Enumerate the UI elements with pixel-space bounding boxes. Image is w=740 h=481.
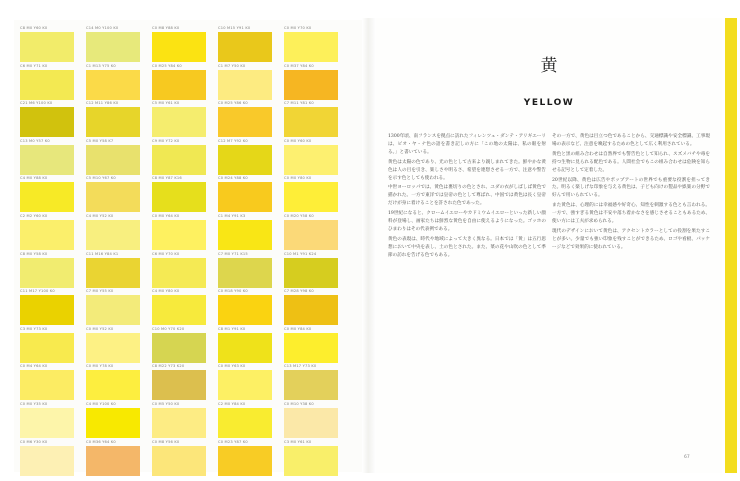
swatch-color [218,370,272,400]
swatch-code: C0 M20 Y58 K0 [284,214,314,218]
swatch-code: C2 M0 Y84 K0 [218,402,246,406]
book-gutter [362,18,376,473]
swatch-color [86,446,140,476]
text-page [376,18,722,473]
swatch-color [86,295,140,325]
swatch-code: C0 M18 Y90 K0 [218,289,248,294]
swatch-color [152,333,206,363]
swatch-color [218,295,272,325]
text-column-left [388,133,546,478]
swatch-code: C7 M11 Y81 K0 [284,101,314,106]
swatch-color [218,446,272,476]
paragraph: 中世ヨーロッパでは、黄色は裏切りの色とされ、ユダの衣がしばしば黄色で描かれた。一方で東洋では皇帝の色として尊ばれ、中国では黄色は長く皇帝だけが身に着けることを許された色であった。 [388,185,546,207]
swatch-code: C10 M1 Y91 K24 [284,251,317,256]
swatch-code: C21 M6 Y100 K0 [20,101,53,106]
page-title-english: YELLOW [523,98,575,108]
swatch-code: C0 M0 Y64 K0 [152,214,180,218]
swatch-color [218,333,272,363]
swatch-code: C6 M0 Y70 K0 [152,251,180,256]
swatch-code: C1 M4 Y91 K3 [218,214,246,218]
swatch-code: C14 M0 Y100 K0 [86,26,119,30]
swatch-code: C11 M17 Y100 K0 [20,289,55,294]
swatch-code: C7 M0 Y71 K15 [218,251,248,256]
swatch-color [152,370,206,400]
swatch-color [152,295,206,325]
paragraph: 黄色と黒の組み合わせは自然界でも警告色として知られ、スズメバチや毒を持つ生物に見られる配色である。人間社会でもこの組み合わせは危険を知らせる記号として定着した。 [552,151,710,173]
text-column-right [552,133,710,478]
swatch-code: C8 M22 Y73 K20 [152,364,185,369]
swatch-code: C5 M10 Y67 K0 [86,176,116,181]
swatch-color [152,32,206,62]
swatch-color [218,408,272,438]
swatch-color [86,370,140,400]
swatch-code: C12 M11 Y86 K0 [86,101,119,106]
swatch-color [218,32,272,62]
swatch-code: C10 M15 Y91 K0 [218,26,251,30]
swatch-code: C0 M0 Y63 K0 [218,364,246,369]
swatch-color [218,258,272,288]
page-number: 67 [684,455,690,460]
yellow-edge-strip [725,18,737,473]
swatch-code: C0 M4 Y64 K0 [20,364,48,369]
paragraph: 1300年頃、南フランスを拠点に訪れたフィレンツェ・ダンテ・アリギエーリは、ピオ・ヤ・ナ色の語を書き記しの方に「この地の太陽は、私の眼を射る。」と書いている。 [388,134,546,155]
swatch-code: C5 M0 Y61 K0 [152,101,180,106]
swatch-color [86,220,140,250]
swatch-color [152,408,206,438]
page-title-kanji: 黄 [540,56,558,76]
swatch-code: C0 M0 Y60 K0 [284,138,312,143]
paragraph: 黄色の表現は、時代や地域によって大きく異なる。日本では「黄」は五行思想において中央を表し、土の色とされた。また、菜の花や山吹の色として季節の訪れを告げる色でもある。 [388,236,546,258]
swatch-code: C0 M0 Y70 K0 [284,26,312,30]
swatch-color [284,220,338,250]
swatch-code: C13 M0 Y57 K0 [20,138,50,143]
swatch-code: C8 M0 Y87 K16 [152,176,182,181]
swatch-code: C0 M37 Y84 K0 [284,63,314,68]
swatch-code: C3 M0 Y73 K0 [20,326,48,331]
swatch-code: C0 M24 Y88 K0 [218,176,248,181]
swatch-code: C7 M0 Y55 K0 [86,289,114,294]
swatch-color [284,32,338,62]
swatch-code: C0 M0 Y35 K0 [20,402,48,406]
swatch-color [86,333,140,363]
swatch-color [20,220,74,250]
swatch-code: C8 M1 Y91 K0 [218,326,246,331]
paragraph: 現代のデザインにおいて黄色は、アクセントカラーとしての役割を果たすことが多い。少量でも強い印象を残すことができるため、ロゴや看板、パッケージなどで効果的に使われている。 [552,228,710,250]
swatch-code: C3 M0 Y61 K0 [284,439,312,444]
swatch-code: C0 M23 Y87 K0 [218,439,248,444]
swatch-code: C0 M10 Y38 K0 [284,402,314,406]
swatch-color [20,258,74,288]
swatch-code: C0 M8 Y56 K0 [152,439,180,444]
swatch-color [218,145,272,175]
swatch-code: C5 M0 Y58 K7 [86,138,114,143]
swatch-color [284,182,338,212]
swatch-code: C4 M0 Y52 K0 [86,214,114,218]
swatch-code: C11 M16 Y84 K1 [86,251,119,256]
swatch-code: C8 M0 Y58 K0 [20,251,48,256]
swatch-code: C0 M8 Y88 K0 [152,26,180,30]
swatch-color [20,70,74,100]
swatch-color [20,145,74,175]
paragraph: 19世紀になると、クロームイエローやカドミウムイエローといった新しい顔料が登場し、画家たちは鮮烈な黄色を自由に使えるようになった。ゴッホのひまわりはその代表例である。 [388,211,546,232]
swatch-code: C0 M6 Y30 K0 [20,439,48,444]
swatch-color [86,107,140,137]
swatch-code: C1 M13 Y75 K0 [86,63,116,68]
swatch-color [20,182,74,212]
swatch-color [284,408,338,438]
swatch-code: C7 M28 Y98 K0 [284,289,314,294]
swatch-code: C0 M0 Y84 K0 [284,326,312,331]
swatch-color [152,258,206,288]
swatch-color [152,107,206,137]
swatch-color [86,182,140,212]
swatch-code: C1 M7 Y50 K0 [218,63,246,68]
paragraph: また黄色は、心理的には幸福感や好奇心、知性を刺激する色とも言われる。一方で、強すぎる黄色は不安や落ち着かなさを感じさせることもあるため、使い方には工夫が求められる。 [552,203,710,225]
swatch-color [284,370,338,400]
swatch-color [20,107,74,137]
swatch-code: C0 M36 Y64 K0 [86,439,116,444]
paragraph: 20世紀以降、黄色は広告やポップアートの世界でも重要な役割を担ってきた。明るく楽しげな印象を与える黄色は、子ども向けの製品や娯楽の分野で好んで用いられている。 [552,177,710,199]
paragraph: その一方で、黄色は目立つ色であることから、交通標識や安全標識、工事現場の表示など、注意を喚起するための色として広く利用されている。 [552,134,710,147]
swatch-code: C4 M0 Y88 K0 [20,176,48,181]
swatch-color [20,446,74,476]
swatch-color [152,145,206,175]
swatch-page [14,20,362,472]
swatch-code: C0 M0 Y78 K0 [86,364,114,369]
swatch-code: C4 M0 Y100 K0 [86,402,116,406]
swatch-color [86,408,140,438]
swatch-code: C0 M0 Y80 K0 [284,176,312,181]
swatch-code: C12 M7 Y92 K0 [218,138,248,143]
swatch-code: C10 M0 Y70 K20 [152,326,185,331]
swatch-color [86,258,140,288]
swatch-color [284,333,338,363]
swatch-color [86,32,140,62]
swatch-color [284,258,338,288]
swatch-color [284,107,338,137]
swatch-color [20,333,74,363]
swatch-color [20,370,74,400]
swatch-color [218,70,272,100]
swatch-code: C13 M17 Y73 K0 [284,364,317,369]
swatch-code: C0 M25 Y84 K0 [152,63,182,68]
swatch-color [218,107,272,137]
paragraph: 黄色は太陽の色であり、光の色として古来より親しまれてきた。鮮やかな黄色は人の目を引き、楽しさや明るさ、希望を連想させる一方で、注意や警告を示す色としても使われる。 [388,159,546,181]
swatch-color [218,220,272,250]
swatch-code: C4 M0 Y80 K0 [152,289,180,294]
swatch-color [218,182,272,212]
swatch-color [152,70,206,100]
swatch-color [86,145,140,175]
swatch-color [284,70,338,100]
swatch-code: C0 M5 Y50 K0 [152,402,180,406]
swatch-color [152,182,206,212]
swatch-color [284,145,338,175]
swatch-color [284,446,338,476]
swatch-code: C0 M25 Y86 K0 [218,101,248,106]
swatch-color [152,446,206,476]
swatch-color [20,408,74,438]
swatch-code: C9 M0 Y72 K0 [152,138,180,143]
swatch-color [86,70,140,100]
swatch-code: C2 M2 Y60 K0 [20,214,48,218]
swatch-code: C8 M0 Y60 K0 [20,26,48,30]
swatch-code: C6 M0 Y71 K0 [20,63,48,68]
swatch-color [284,295,338,325]
swatch-color [152,220,206,250]
swatch-color [20,295,74,325]
swatch-color [20,32,74,62]
swatch-code: C0 M0 Y52 K0 [86,326,114,331]
